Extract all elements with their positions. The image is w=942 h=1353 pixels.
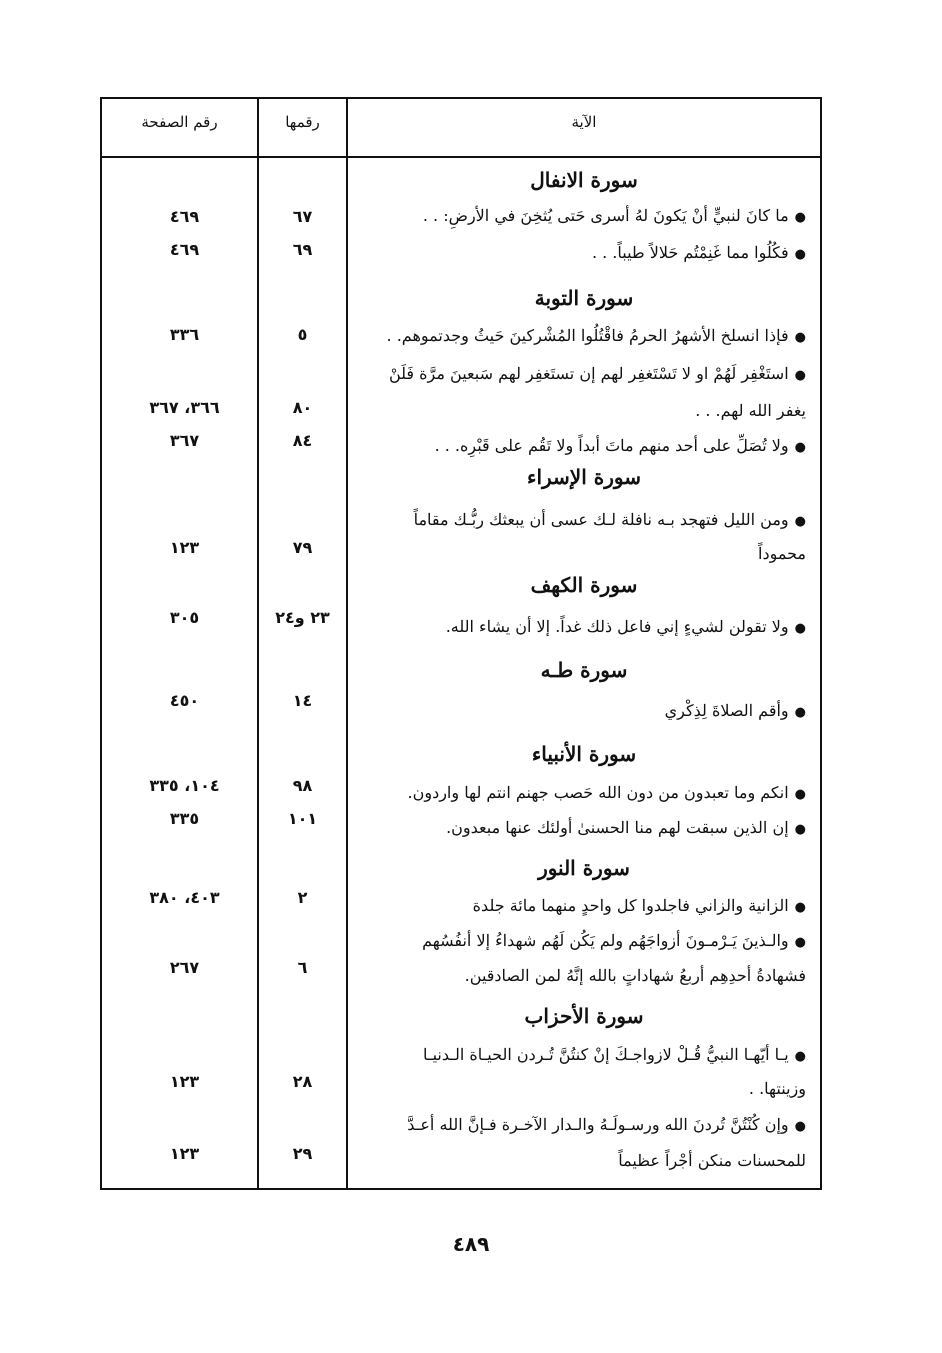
surah-heading: سورة الإسراء [527,465,641,489]
bullet-icon: ● [794,210,806,225]
bullet-icon: ● [794,935,806,950]
ayah-text: ولا تُصَلِّ على أحد منهم ماتَ أبداً ولا تَقُم على قَبْرِه. . . [434,436,789,455]
ayah-text: انكم وما تعبدون من دون الله حَصب جهنم انتم لها واردون. [407,783,789,802]
header-number: رقمها [285,113,320,131]
ayah-text: ولا تقولن لشيءٍ إني فاعل ذلك غداً. إلا أن يشاء الله. [445,617,789,636]
ayah-entry [360,319,806,355]
page-reference: ١٠٤، ٣٣٥ [149,776,220,795]
bullet-icon: ● [794,514,806,529]
ayah-continuation: للمحسنات منكن أجْراً عظيماً [618,1151,806,1170]
surah-heading: سورة الأنبياء [531,742,637,766]
ayah-entry [360,1038,806,1074]
bullet-icon: ● [794,705,806,720]
ayah-text: استَغْفِر لَهُمْ او لا تَسْتَغفِر لهم إن تستَغفِر لهم سَبعينَ مرَّة فَلَنْ [388,364,789,383]
ayah-entry [360,429,806,465]
ayah-number: ١٤ [292,691,313,710]
header-page: رقم الصفحة [141,113,218,131]
ayah-entry [360,811,806,847]
ayah-number: ٢٩ [292,1144,313,1163]
page-reference: ٣٣٥ [169,809,200,828]
page-reference: ٤٥٠ [169,691,200,710]
ayah-number: ٦٧ [292,207,313,226]
ayah-continuation: وزينتها. . [748,1079,806,1098]
surah-heading: سورة التوبة [534,286,634,310]
page-reference: ٤٠٣، ٣٨٠ [149,888,220,907]
surah-heading: سورة طـه [540,658,628,682]
ayah-number: ٢٣ و٢٤ [275,608,330,627]
bullet-icon: ● [794,247,806,262]
surah-heading: سورة الكهف [530,573,638,597]
bullet-icon: ● [794,368,806,383]
ayah-entry [360,610,806,646]
page-reference: ٢٦٧ [169,958,200,977]
ayah-continuation: محموداً [758,544,806,563]
page-reference: ٣٠٥ [169,608,200,627]
surah-heading: سورة النور [538,856,630,880]
bullet-icon: ● [794,1049,806,1064]
ayah-entry [360,1108,806,1144]
ayah-continuation: فشهادةُ أحدِهِم أربعُ شهاداتٍ بالله إنَّهُ لمن الصادقين. [464,966,806,985]
page-reference: ١٢٣ [169,1072,200,1091]
ayah-number: ٩٨ [292,776,313,795]
ayah-number: ٨٤ [292,431,313,450]
bullet-icon: ● [794,440,806,455]
bullet-icon: ● [794,330,806,345]
ayah-number: ٦٩ [292,240,313,259]
ayah-text: ومن الليل فتهجد بـه نافلة لـك عسى أن يبعثك ربُّـك مقاماً [413,510,789,529]
ayah-number: ٦ [297,958,308,977]
page-reference: ١٢٣ [169,1144,200,1163]
ayah-number: ٥ [297,325,308,344]
ayah-entry [360,199,806,235]
page-reference: ٣٦٧ [169,431,200,450]
bullet-icon: ● [794,1119,806,1134]
ayah-entry [360,694,806,730]
page-reference: ٣٣٦ [169,325,200,344]
ayah-number: ٢٨ [292,1072,313,1091]
ayah-text: إن الذين سبقت لهم منا الحسنىٰ أولئك عنها مبعدون. [446,818,789,837]
bullet-icon: ● [794,900,806,915]
bullet-icon: ● [794,822,806,837]
bullet-icon: ● [794,621,806,636]
ayah-text: فإذا انسلخ الأشهرُ الحرمُ فاقْتُلُوا المُشْركينَ حَيثُ وجدتموهم. . [386,326,789,345]
ayah-number: ٨٠ [292,398,313,417]
ayah-number: ١٠١ [287,809,318,828]
ayah-continuation: يغفر الله لهم. . . [695,401,806,420]
ayah-entry [360,776,806,812]
page-reference: ٤٦٩ [169,207,200,226]
ayah-entry [360,889,806,925]
ayah-text: الزانية والزاني فاجلدوا كل واحدٍ منهما مائة جلدة [472,896,789,915]
ayah-text: ما كانَ لنبيٍّ أنْ يَكونَ لهُ أسرى حَتى يُثخِنَ في الأرضِ: . . [422,206,789,225]
ayah-text: وإن كُنْتُنَّ تُردنَ الله ورسـولَـهُ والـدار الآخـرة فـإنَّ الله أعـدَّ [407,1115,789,1134]
ayah-text: يـا أيّهـا النبيُّ قُـلْ لازواجـكَ إنْ كنتُنَّ تُـردن الحيـاة الـدنيـا [423,1045,789,1064]
index-table [100,97,822,1190]
page-reference: ٣٦٦، ٣٦٧ [149,398,220,417]
ayah-number: ٢ [297,888,308,907]
page-number: ٤٨٩ [452,1232,490,1256]
table-body [102,158,820,1188]
ayah-text: والـذينَ يَـرْمـونَ أزواجَهُم ولم يَكُن لَهُم شهداءُ إلا أنفُسُهم [422,931,789,950]
ayah-entry [360,357,806,393]
bullet-icon: ● [794,787,806,802]
ayah-text: وأقم الصلاةَ لِذِكْري [664,701,789,720]
ayah-text: فكُلُوا مما غَنِمْتُم حَلالاً طيباً. . . [591,243,789,262]
surah-heading: سورة الأحزاب [524,1004,644,1028]
ayah-entry [360,924,806,960]
header-ayah: الآية [571,113,597,131]
page-reference: ١٢٣ [169,538,200,557]
ayah-entry [360,236,806,272]
ayah-entry [360,503,806,539]
ayah-number: ٧٩ [292,538,313,557]
page-reference: ٤٦٩ [169,240,200,259]
surah-heading: سورة الانفال [530,168,638,192]
